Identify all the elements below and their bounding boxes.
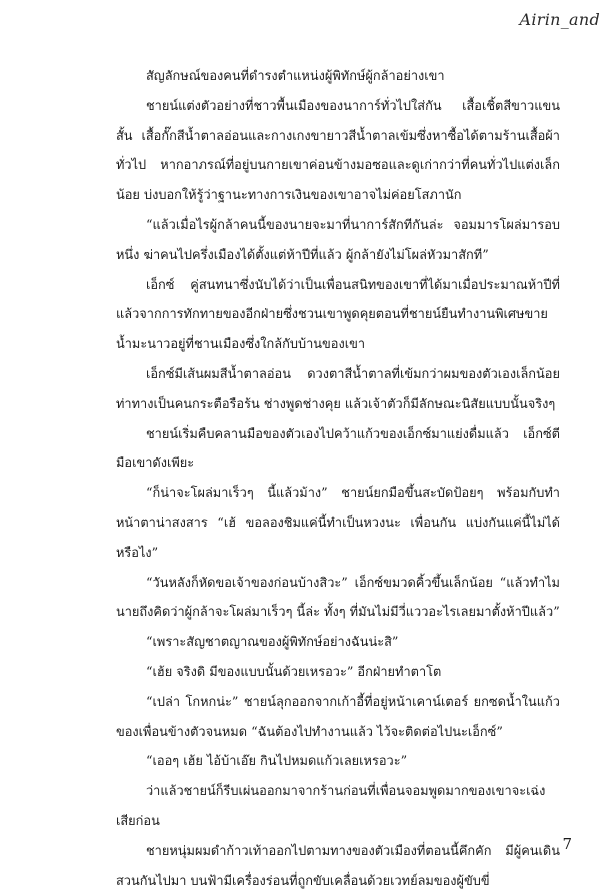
- paragraph: “วันหลังก็หัดขอเจ้าของก่อนบ้างสิวะ” เอ็กซ์ขมวดคิ้วขึ้นเล็กน้อย “แล้วทำไมนายถึงคิดว่าผู้กล้าจะโผล่มาเร็วๆ นี้ล่ะ ทั้งๆ ที่มันไม่มีวี่แววอะไรเลยมาตั้งห้าปีแล้ว”: [116, 575, 560, 621]
- story-body: [116, 62, 560, 896]
- paragraph: สัญลักษณ์ของคนที่ดำรงตำแหน่งผู้พิทักษ์ผู้กล้าอย่างเขา: [146, 69, 445, 84]
- paragraph: ชายหนุ่มผมดำก้าวเท้าออกไปตามทางของตัวเมืองที่ตอนนี้คึกคัก มีผู้คนเดินสวนกันไปมา บนฟ้ามีเครื่องร่อนที่ถูกขับเคลื่อนด้วยเวทย์ลมของผู้ขับขี่: [116, 843, 560, 889]
- paragraph: “แล้วเมื่อไรผู้กล้าคนนี้ของนายจะมาที่นาการ์สักทีกันล่ะ จอมมารโผล่มารอบหนึ่ง ฆ่าคนไปครึ่งเมืองได้ตั้งแต่ห้าปีที่แล้ว ผู้กล้ายังไม่โผล่หัวมาสักที”: [116, 217, 560, 263]
- paragraph: “ก็น่าจะโผล่มาเร็วๆ นี้แล้วม้าง” ชายน์ยกมือขึ้นสะบัดป้อยๆ พร้อมกับทำหน้าตาน่าสงสาร “เฮ้ ขอลองชิมแค่นี้ทำเป็นหวงนะ เพื่อนกัน แบ่งกันแค่นี้ไม่ได้หรือไง”: [116, 486, 560, 561]
- paragraph: ว่าแล้วชายน์ก็รีบเผ่นออกมาจากร้านก่อนที่เพื่อนจอมพูดมากของเขาจะเฉ่งเสียก่อน: [116, 784, 546, 829]
- paragraph: “เปล่า โกหกน่ะ” ชายน์ลุกออกจากเก้าอี้ที่อยู่หน้าเคาน์เตอร์ ยกซดน้ำในแก้วของเพื่อนข้างตัวจนหมด “ฉันต้องไปทำงานแล้ว ไว้จะติดต่อไปนะเอ็กซ์”: [116, 694, 560, 740]
- paragraph: ชายน์เริ่มคืบคลานมือของตัวเองไปคว้าแก้วของเอ็กซ์มาแย่งดื่มแล้ว เอ็กซ์ตีมือเขาดังเพียะ: [116, 426, 560, 472]
- paragraph: “เออๆ เฮ้ย ไอ้บ้าเอ๊ย กินไปหมดแก้วเลยเหรอวะ”: [146, 754, 408, 770]
- paragraph: เอ็กซ์มีเส้นผมสีน้ำตาลอ่อน ดวงตาสีน้ำตาลที่เข้มกว่าผมของตัวเองเล็กน้อย ท่าทางเป็นคนกระตือรือร้น ช่างพูดช่างคุย แล้วเจ้าตัวก็มีลักษณะนิสัยแบบนั้นจริงๆ: [116, 366, 560, 412]
- author-watermark: Airin_and: [519, 10, 600, 29]
- paragraph: “เพราะสัญชาตญาณของผู้พิทักษ์อย่างฉันน่ะสิ”: [146, 635, 399, 651]
- paragraph: ชายน์แต่งตัวอย่างที่ชาวพื้นเมืองของนาการ์ทั่วไปใส่กัน เสื้อเชิ้ตสีขาวแขนสั้น เสื้อกั๊กสีน้ำตาลอ่อนและกางเกงขายาวสีน้ำตาลเข้มซึ่งหาซื้อได้ตามร้านเสื้อผ้าทั่วไป หากอาภรณ์ที่อยู่บนกายเขาค่อนข้างมอซอและดูเก่ากว่าที่คนทั่วไปแต่งเล็กน้อย บ่งบอกให้รู้ว่าฐานะทางการเงินของเขาอาจไม่ค่อยโสภานัก: [116, 98, 560, 204]
- paragraph: เอ็กซ์ คู่สนทนาซึ่งนับได้ว่าเป็นเพื่อนสนิทของเขาที่ได้มาเมื่อประมาณห้าปีที่แล้วจากการทักทายของอีกฝ่ายซึ่งชวนเขาพูดคุยตอนที่ชายน์ยืนทำงานพิเศษขายน้ำมะนาวอยู่ที่ชานเมืองซึ่งใกล้กับบ้านของเขา: [116, 277, 560, 353]
- page-number: 7: [562, 835, 572, 853]
- paragraph: “เฮ้ย จริงดิ มีของแบบนั้นด้วยเหรอวะ” อีกฝ่ายทำตาโต: [146, 664, 442, 680]
